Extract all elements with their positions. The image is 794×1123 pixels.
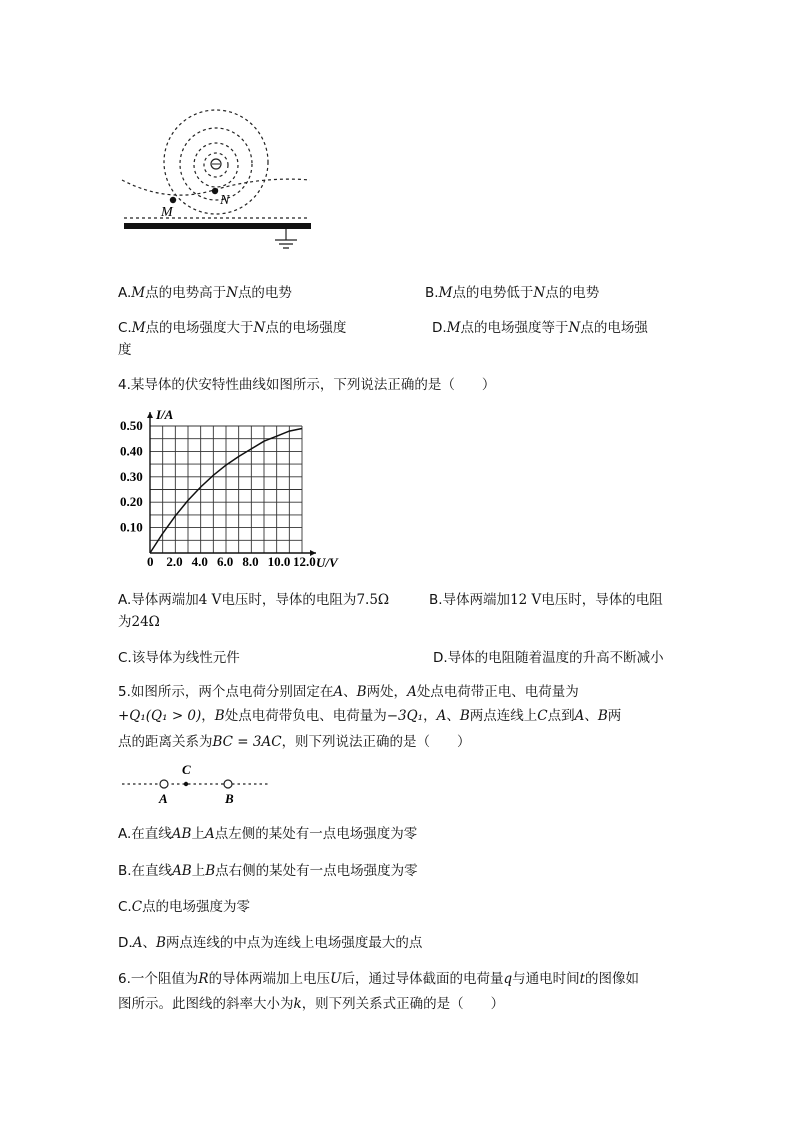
q4-stem: 4.某导体的伏安特性曲线如图所示，下列说法正确的是（ ）	[118, 377, 496, 393]
point-n	[212, 188, 218, 194]
x-tick-label: 10.0	[267, 554, 291, 569]
q4-option-a[interactable]: A.导体两端加4 V电压时，导体的电阻为7.5Ω	[118, 592, 390, 608]
q6-stem-line2: 图所示。此图线的斜率大小为k，则下列关系式正确的是（ ）	[118, 996, 505, 1012]
y-tick-label: 0.40	[120, 443, 143, 459]
q3-option-b[interactable]: B.M点的电势低于N点的电势	[425, 285, 600, 301]
x-tick-label: 8.0	[242, 554, 259, 569]
charge-b	[224, 780, 232, 788]
point-c	[184, 782, 188, 786]
y-axis-arrow	[147, 412, 153, 418]
x-tick-label: 4.0	[191, 554, 208, 569]
grounded-plate	[124, 223, 311, 229]
q5-option-d[interactable]: D.A、B两点连线的中点为连线上电场强度最大的点	[118, 935, 423, 951]
y-tick-label: 0.20	[120, 494, 143, 510]
q5-stem-line2: +Q₁(Q₁ > 0)，B处点电荷带负电、电荷量为−3Q₁，A、B两点连线上C点到A、B两	[118, 708, 622, 724]
q4-iu-chart	[112, 405, 352, 575]
q5-stem-line3: 点的距离关系为BC = 3AC，则下列说法正确的是（ ）	[118, 734, 471, 750]
q5-stem-line1: 5.如图所示，两个点电荷分别固定在A、B两处，A处点电荷带正电、电荷量为	[118, 684, 579, 700]
q4-option-b[interactable]: B.导体两端加12 V电压时，导体的电阻	[429, 592, 663, 608]
x-tick-label: 0	[147, 554, 154, 569]
label-m: M	[161, 205, 173, 220]
q4-option-c[interactable]: C.该导体为线性元件	[118, 650, 240, 666]
q5-option-b[interactable]: B.在直线AB上B点右侧的某处有一点电场强度为零	[118, 863, 418, 879]
q4-option-b-wrap: 为24Ω	[118, 614, 160, 630]
y-tick-label: 0.10	[120, 519, 143, 535]
q3-field-figure	[118, 92, 318, 252]
charge-a	[160, 780, 168, 788]
q3-option-c[interactable]: C.M点的电场强度大于N点的电场强度	[118, 320, 347, 336]
label-c: C	[182, 762, 191, 777]
q4-option-d[interactable]: D.导体的电阻随着温度的升高不断减小	[433, 650, 664, 666]
q3-option-a[interactable]: A.M点的电势高于N点的电势	[118, 285, 292, 301]
q3-option-d[interactable]: D.M点的电场强度等于N点的电场强	[432, 320, 648, 336]
label-b: B	[225, 791, 234, 806]
x-tick-label: 6.0	[217, 554, 234, 569]
q3-option-d-wrap: 度	[118, 342, 132, 358]
label-n: N	[220, 193, 230, 208]
label-a: A	[159, 791, 168, 806]
x-tick-label: 12.0	[293, 554, 316, 569]
q6-stem-line1: 6.一个阻值为R的导体两端加上电压U后，通过导体截面的电荷量q与通电时间t的图像如	[118, 971, 640, 987]
y-tick-label: 0.50	[120, 418, 143, 433]
y-tick-label: 0.30	[120, 468, 143, 484]
x-tick-label: 2.0	[166, 554, 183, 569]
q5-charge-figure	[118, 760, 278, 810]
x-axis-label: U/V	[316, 555, 338, 570]
point-m	[170, 197, 176, 203]
y-axis-label: I/A	[156, 407, 174, 422]
q5-option-a[interactable]: A.在直线AB上A点左侧的某处有一点电场强度为零	[118, 826, 418, 842]
q5-option-c[interactable]: C.C点的电场强度为零	[118, 899, 251, 915]
